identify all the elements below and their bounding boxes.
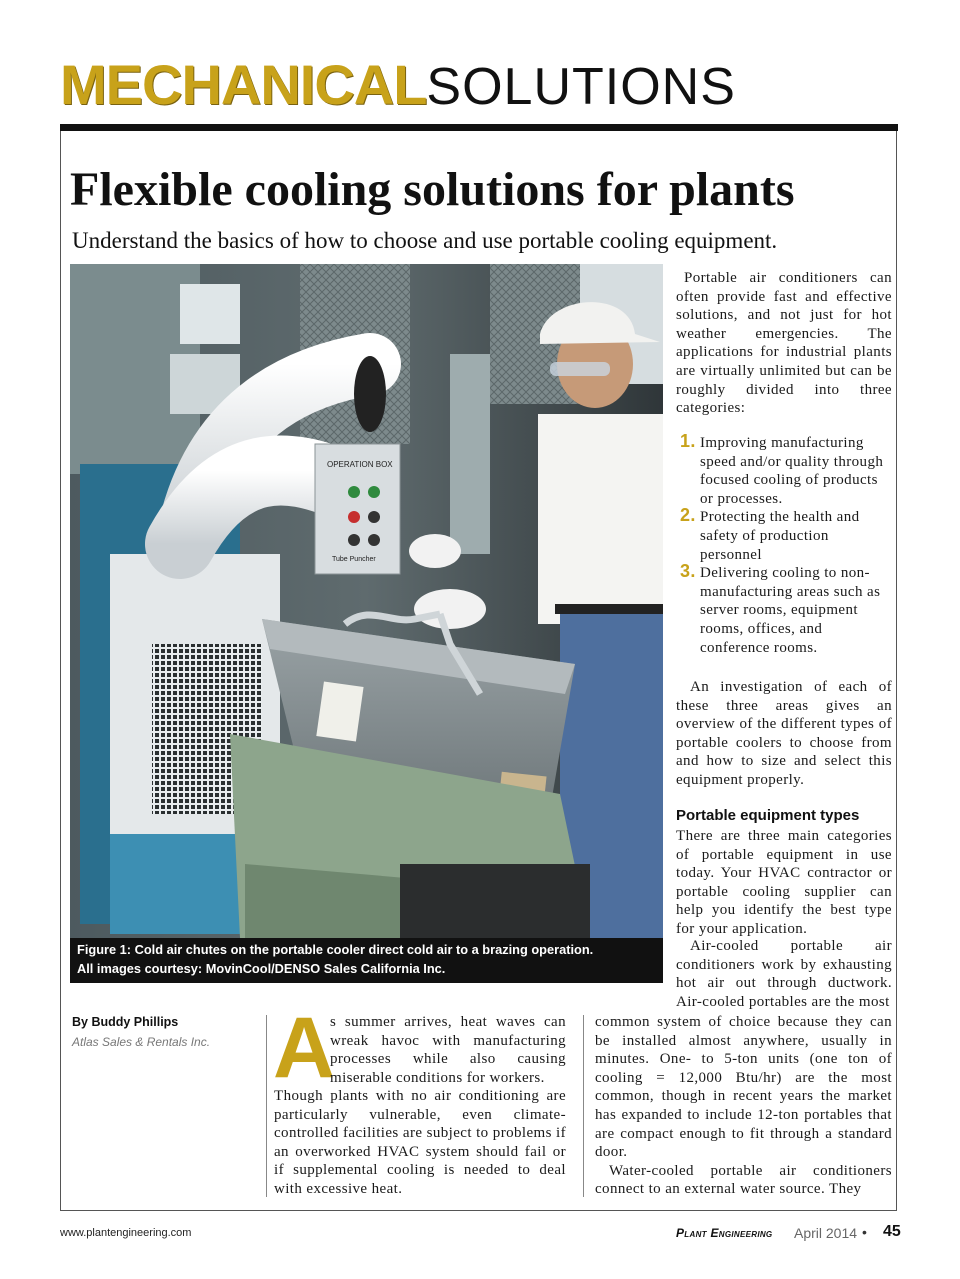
list-number: 2. <box>680 505 696 526</box>
factory-photo-illustration <box>70 264 663 938</box>
page-number: 45 <box>883 1223 901 1240</box>
figure-caption <box>70 938 663 983</box>
numbered-list <box>676 431 892 657</box>
intro-paragraph: Portable air conditioners can often provide fast and effective solutions, and not just for hot weather emergencies. The applications for industrial plants are virtually unlimited but can be roughly divided into three categories: <box>676 270 892 417</box>
lead-paragraph-continued: Though plants with no air conditioning are particularly vulnerable, even climate-controlled facilities are subject to problems if an overworked HVAC system should fail or if supplemental cooling is needed to deal with excessive heat. <box>274 1088 566 1197</box>
footer-date: April 2014 <box>794 1225 858 1241</box>
list-item-text: Improving manufacturing speed and/or quality through focused cooling of products or processes. <box>700 435 884 507</box>
section-title-light: SOLUTIONS <box>426 58 736 116</box>
figure-photo <box>70 264 663 938</box>
list-item-text: Delivering cooling to non-manufacturing areas such as server rooms, equipment rooms, offices, and conference rooms. <box>700 565 881 656</box>
section-header <box>60 52 736 124</box>
footer-url[interactable]: www.plantengineering.com <box>60 1227 192 1239</box>
list-number: 3. <box>680 561 696 582</box>
air-cooled-continued-text: common system of choice because they can be installed almost anywhere, usually in minutes. One- to 5-ton units (one ton of cooling = 12,000 Btu/hr) are the most common, though in recent years the market has expanded to include 12-ton portables that are compact enough to fit through a standard door. <box>595 1014 892 1161</box>
list-item <box>676 505 892 564</box>
drop-cap: A <box>273 1000 336 1096</box>
section-title-bold: MECHANICAL <box>60 53 427 116</box>
tube-puncher-label: Tube Puncher <box>332 556 376 563</box>
caption-line-2: All images courtesy: MovinCool/DENSO Sales California Inc. <box>77 961 446 976</box>
column-divider <box>583 1015 584 1197</box>
footer-separator: • <box>862 1224 867 1240</box>
column-divider <box>266 1015 267 1197</box>
list-item <box>676 561 892 657</box>
header-rule <box>60 124 898 131</box>
subhead: Portable equipment types <box>676 807 860 824</box>
air-cooled-text: Air-cooled portable air conditioners work by exhausting hot air out through ductwork. Air-cooled portables are the most <box>676 938 892 1010</box>
equipment-types-paragraph: There are three main categories of portable equipment in use today. Your HVAC contractor or portable cooling supplier can help you identify the best type for your application. <box>676 828 892 937</box>
byline-organization: Atlas Sales & Rentals Inc. <box>72 1035 211 1049</box>
deck: Understand the basics of how to choose and use portable cooling equipment. <box>72 228 778 253</box>
list-item <box>676 431 892 508</box>
list-item-text: Protecting the health and safety of production personnel <box>700 509 860 563</box>
byline-author: By Buddy Phillips <box>72 1015 179 1029</box>
list-number: 1. <box>680 431 696 451</box>
caption-line-1: Figure 1: Cold air chutes on the portable cooler direct cold air to a brazing operation. <box>77 942 594 957</box>
headline: Flexible cooling solutions for plants <box>70 163 795 216</box>
air-cooled-paragraph <box>676 937 892 1011</box>
overview-paragraph: An investigation of each of these three areas gives an overview of the different types of portable coolers to choose from and how to size and select this equipment properly. <box>676 679 892 788</box>
lead-paragraph-start: s summer arrives, heat waves can wreak havoc with manufacturing processes while also causing miserable conditions for workers. <box>330 1014 566 1086</box>
water-cooled-paragraph: Water-cooled portable air conditioners connect to an external water source. They <box>595 1162 892 1198</box>
footer-magazine-name: Plant Engineering <box>676 1226 773 1240</box>
operation-box-label: OPERATION BOX <box>327 460 393 469</box>
air-cooled-continued-paragraph <box>595 1013 892 1199</box>
